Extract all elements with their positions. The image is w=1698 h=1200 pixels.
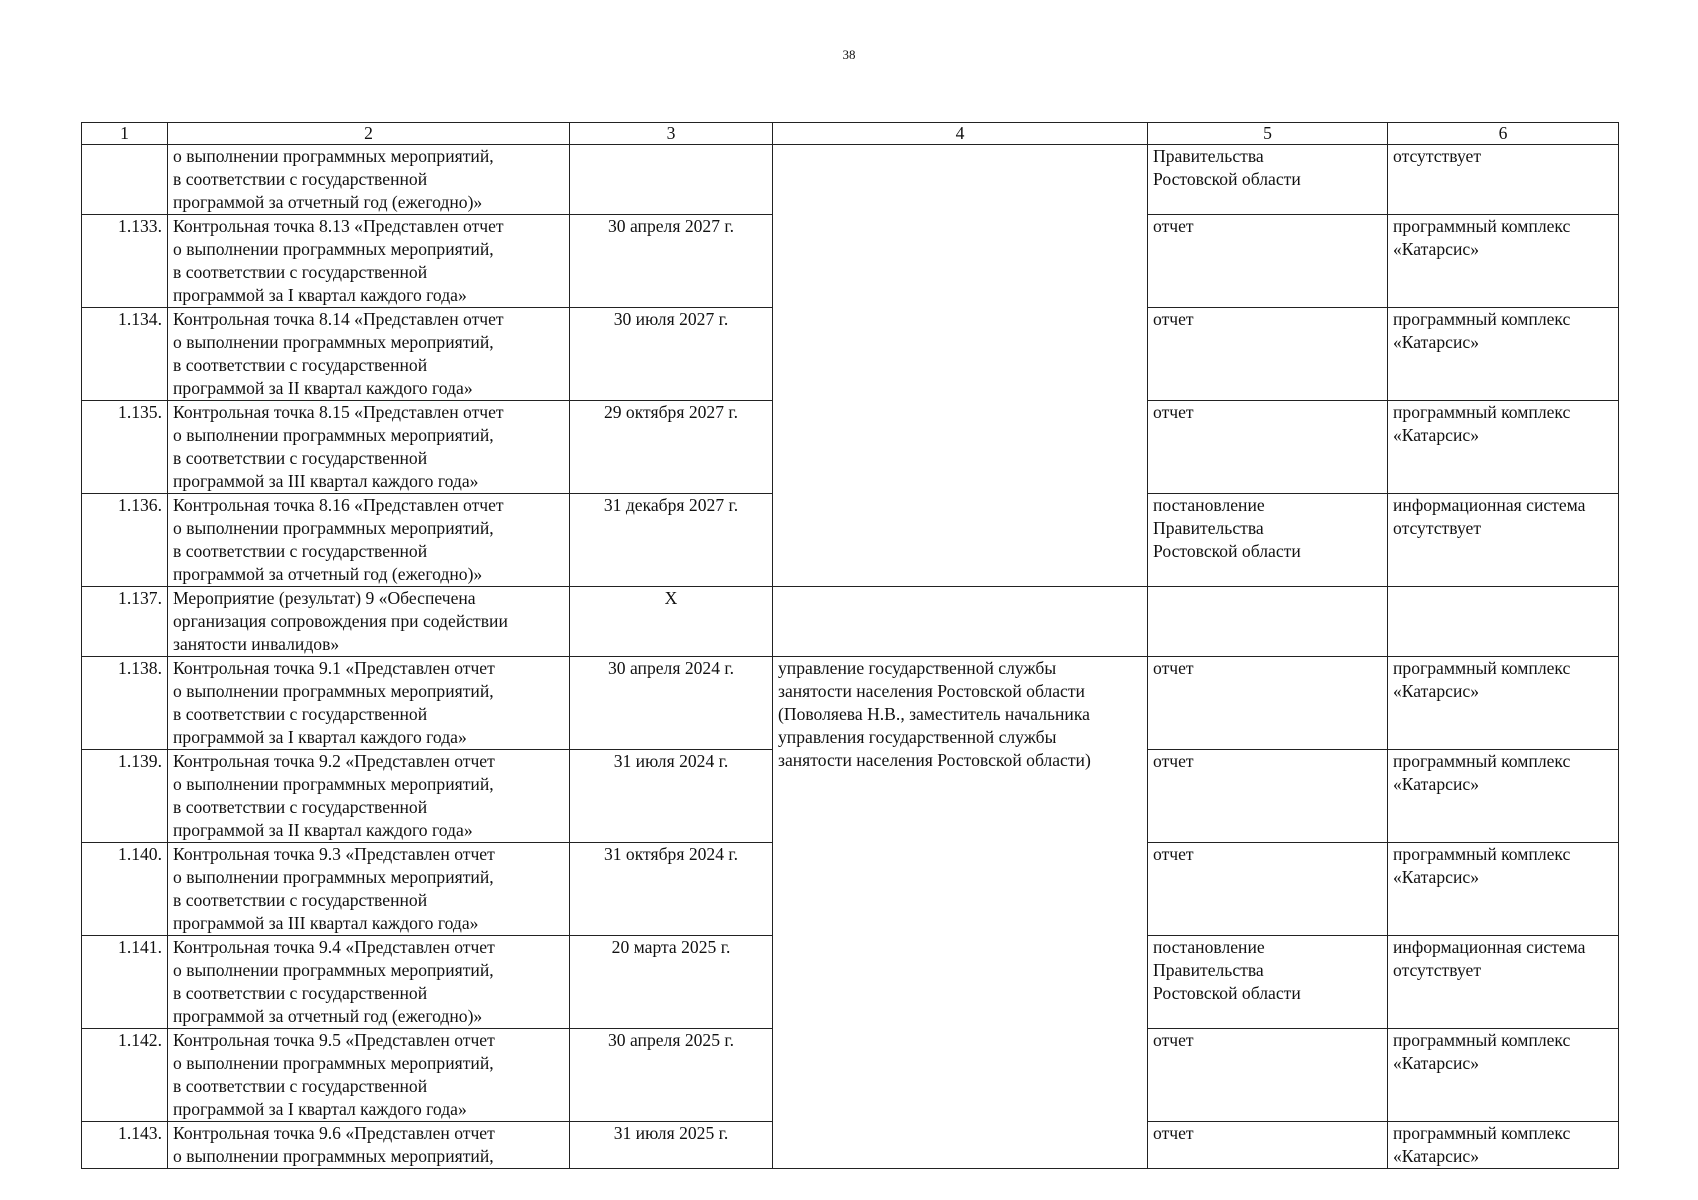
row-description: Контрольная точка 9.6 «Представлен отчет о выполнении программных мероприятий, [168,1122,570,1169]
row-date: 30 июля 2027 г. [570,308,773,401]
row-document [1148,587,1388,657]
row-system: информационная система отсутствует [1388,936,1619,1029]
row-system: программный комплекс «Катарсис» [1388,750,1619,843]
row-system: программный комплекс «Катарсис» [1388,1029,1619,1122]
row-document: отчет [1148,843,1388,936]
row-document: отчет [1148,401,1388,494]
row-number: 1.135. [82,401,168,494]
row-description: Контрольная точка 8.16 «Представлен отчет о выполнении программных мероприятий, в соответствии с государственной программой за отчетный год (ежегодно)» [168,494,570,587]
row-description: Контрольная точка 9.4 «Представлен отчет о выполнении программных мероприятий, в соответствии с государственной программой за отчетный год (ежегодно)» [168,936,570,1029]
row-system: программный комплекс «Катарсис» [1388,215,1619,308]
column-header-6: 6 [1388,123,1619,145]
row-document: отчет [1148,308,1388,401]
row-number: 1.141. [82,936,168,1029]
row-document: постановление Правительства Ростовской области [1148,936,1388,1029]
row-system: программный комплекс «Катарсис» [1388,401,1619,494]
row-date: 30 апреля 2025 г. [570,1029,773,1122]
table-row [82,145,1619,215]
column-header-1: 1 [82,123,168,145]
row-date: 31 июля 2025 г. [570,1122,773,1169]
row-date: X [570,587,773,657]
column-header-3: 3 [570,123,773,145]
row-responsible-merged: управление государственной службы занятости населения Ростовской области (Поволяева Н.В., заместитель начальника управления государственной службы занятости населения Ростовской области) [773,657,1148,1169]
row-description: о выполнении программных мероприятий, в соответствии с государственной программой за отчетный год (ежегодно)» [168,145,570,215]
row-number: 1.137. [82,587,168,657]
row-number: 1.136. [82,494,168,587]
row-system: информационная система отсутствует [1388,494,1619,587]
row-responsible-merged [773,145,1148,587]
row-system: программный комплекс «Катарсис» [1388,1122,1619,1169]
table-row [82,657,1619,750]
row-description: Контрольная точка 8.14 «Представлен отчет о выполнении программных мероприятий, в соответствии с государственной программой за II квартал каждого года» [168,308,570,401]
row-number: 1.139. [82,750,168,843]
row-number: 1.142. [82,1029,168,1122]
row-date: 20 марта 2025 г. [570,936,773,1029]
row-date: 31 октября 2024 г. [570,843,773,936]
row-description: Контрольная точка 8.13 «Представлен отчет о выполнении программных мероприятий, в соответствии с государственной программой за I квартал каждого года» [168,215,570,308]
row-responsible [773,587,1148,657]
row-document: отчет [1148,750,1388,843]
row-system: отсутствует [1388,145,1619,215]
row-date: 30 апреля 2027 г. [570,215,773,308]
row-document: отчет [1148,1029,1388,1122]
row-number: 1.133. [82,215,168,308]
row-number: 1.134. [82,308,168,401]
table-row [82,587,1619,657]
row-number: 1.138. [82,657,168,750]
row-description: Контрольная точка 8.15 «Представлен отчет о выполнении программных мероприятий, в соответствии с государственной программой за III квартал каждого года» [168,401,570,494]
row-description: Контрольная точка 9.1 «Представлен отчет о выполнении программных мероприятий, в соответствии с государственной программой за I квартал каждого года» [168,657,570,750]
table-header-row [82,123,1619,145]
column-header-5: 5 [1148,123,1388,145]
row-system: программный комплекс «Катарсис» [1388,843,1619,936]
row-date [570,145,773,215]
row-system [1388,587,1619,657]
row-document: постановление Правительства Ростовской области [1148,494,1388,587]
row-document: отчет [1148,657,1388,750]
row-document: отчет [1148,1122,1388,1169]
row-number: 1.140. [82,843,168,936]
row-document: отчет [1148,215,1388,308]
row-date: 30 апреля 2024 г. [570,657,773,750]
control-points-table [81,122,1619,1169]
row-date: 31 июля 2024 г. [570,750,773,843]
row-description: Мероприятие (результат) 9 «Обеспечена организация сопровождения при содействии занятости инвалидов» [168,587,570,657]
row-system: программный комплекс «Катарсис» [1388,308,1619,401]
row-date: 29 октября 2027 г. [570,401,773,494]
row-number [82,145,168,215]
row-system: программный комплекс «Катарсис» [1388,657,1619,750]
column-header-4: 4 [773,123,1148,145]
row-number: 1.143. [82,1122,168,1169]
row-document: Правительства Ростовской области [1148,145,1388,215]
column-header-2: 2 [168,123,570,145]
row-description: Контрольная точка 9.5 «Представлен отчет о выполнении программных мероприятий, в соответствии с государственной программой за I квартал каждого года» [168,1029,570,1122]
page-number: 38 [842,47,856,62]
row-description: Контрольная точка 9.2 «Представлен отчет о выполнении программных мероприятий, в соответствии с государственной программой за II квартал каждого года» [168,750,570,843]
row-date: 31 декабря 2027 г. [570,494,773,587]
row-description: Контрольная точка 9.3 «Представлен отчет о выполнении программных мероприятий, в соответствии с государственной программой за III квартал каждого года» [168,843,570,936]
